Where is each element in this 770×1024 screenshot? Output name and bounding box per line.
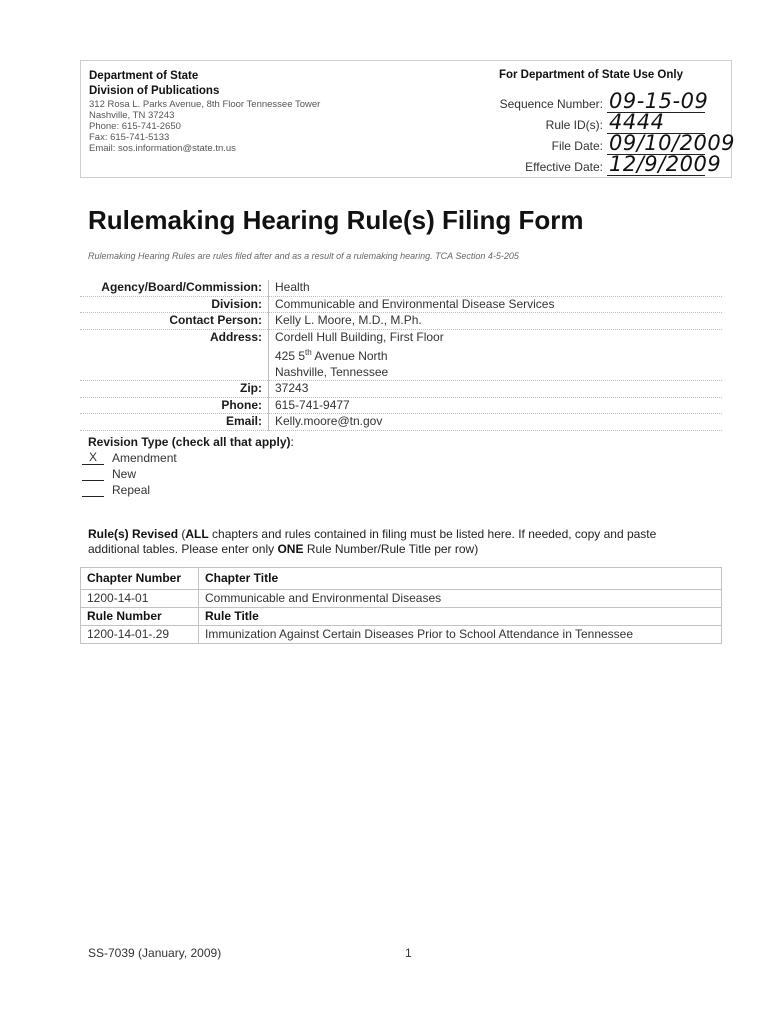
email-value: Kelly.moore@tn.gov	[269, 414, 723, 431]
file-date-label: File Date:	[551, 139, 603, 153]
contact-person-row	[80, 313, 722, 330]
address-row	[80, 329, 722, 381]
address-label: Address:	[80, 329, 269, 381]
header-box	[80, 60, 736, 178]
zip-row	[80, 381, 722, 398]
division-row	[80, 296, 722, 313]
page-number: 1	[405, 946, 412, 960]
chapter-title-header: Chapter Title	[199, 568, 722, 590]
chapter-row	[81, 590, 722, 608]
phone-row	[80, 397, 722, 414]
effective-date-label: Effective Date:	[525, 160, 603, 174]
rule-id-label: Rule ID(s):	[545, 118, 603, 132]
contact-person-label: Contact Person:	[80, 313, 269, 330]
address-line-2-street: Avenue North	[311, 349, 388, 363]
rules-revised-all: ALL	[185, 527, 209, 541]
rules-revised-heading: Rule(s) Revised	[88, 527, 179, 541]
sequence-number-row	[441, 89, 731, 115]
sequence-number-value: 09-15-09	[609, 89, 709, 113]
rule-number: 1200-14-01-.29	[81, 626, 199, 644]
rules-table	[80, 567, 722, 644]
amendment-label: Amendment	[112, 451, 177, 465]
effective-date-row	[441, 152, 731, 178]
phone-value: 615-741-9477	[269, 397, 723, 414]
revision-type-colon: :	[290, 435, 294, 449]
rule-header-row	[81, 608, 722, 626]
division-label: Division:	[80, 296, 269, 313]
state-use-title: For Department of State Use Only	[498, 69, 683, 81]
division-name: Division of Publications	[89, 85, 220, 97]
contact-table	[80, 280, 722, 431]
rule-id-value: 4444	[609, 110, 665, 134]
address-line-2-number: 425 5	[275, 349, 306, 363]
effective-date-value: 12/9/2009	[609, 152, 722, 176]
address-line-2	[275, 345, 722, 365]
revision-type-text: Revision Type (check all that apply)	[88, 435, 291, 449]
rule-title-header: Rule Title	[199, 608, 722, 626]
rules-revised-one: ONE	[277, 542, 304, 556]
division-value: Communicable and Environmental Disease Services	[269, 296, 723, 313]
department-address: 312 Rosa L. Parks Avenue, 8th Floor Tennessee Tower	[89, 99, 321, 110]
rule-number-header: Rule Number	[81, 608, 199, 626]
zip-value: 37243	[269, 381, 723, 398]
department-city: Nashville, TN 37243	[89, 110, 175, 121]
department-name: Department of State	[89, 70, 199, 82]
chapter-title: Communicable and Environmental Diseases	[199, 590, 722, 608]
email-row	[80, 414, 722, 431]
chapter-number: 1200-14-01	[81, 590, 199, 608]
rules-revised-text-2: chapters and rules contained in filing must be listed here. If needed, copy and paste additional tables. Please enter only	[88, 527, 657, 556]
page-subtitle: Rulemaking Hearing Rules are rules filed after and as a result of a rulemaking hearing. TCA Section 4-5-205	[88, 251, 519, 261]
phone-label: Phone:	[80, 397, 269, 414]
agency-value: Health	[269, 280, 723, 296]
effective-date-line	[607, 175, 705, 176]
new-label: New	[112, 467, 137, 481]
contact-person-value: Kelly L. Moore, M.D., M.Ph.	[269, 313, 723, 330]
rule-title: Immunization Against Certain Diseases Prior to School Attendance in Tennessee	[199, 626, 722, 644]
sequence-number-label: Sequence Number:	[499, 97, 603, 111]
address-line-1: Cordell Hull Building, First Floor	[275, 329, 444, 344]
department-block	[89, 69, 320, 154]
department-phone: Phone: 615-741-2650	[89, 121, 181, 132]
revision-type-title	[88, 435, 294, 449]
agency-label: Agency/Board/Commission:	[80, 280, 269, 296]
repeal-checkmark[interactable]	[82, 482, 104, 497]
chapter-header-row	[81, 568, 722, 590]
form-id: SS-7039 (January, 2009)	[88, 946, 222, 960]
address-line-2-suffix: th	[305, 348, 312, 357]
agency-row	[80, 280, 722, 296]
email-label: Email:	[80, 414, 269, 431]
rules-revised-title	[88, 527, 708, 557]
chapter-number-header: Chapter Number	[81, 568, 199, 590]
zip-label: Zip:	[80, 381, 269, 398]
rules-revised-text-1: (	[178, 527, 186, 541]
department-fax: Fax: 615-741-5133	[89, 132, 170, 143]
rule-row	[81, 626, 722, 644]
new-checkmark[interactable]	[82, 466, 104, 481]
amendment-checkmark[interactable]: X	[82, 450, 104, 465]
repeal-label: Repeal	[112, 483, 151, 497]
address-value	[269, 329, 723, 381]
department-email: Email: sos.information@state.tn.us	[89, 143, 236, 154]
rules-revised-text-3: Rule Number/Rule Title per row)	[303, 542, 479, 556]
address-line-3: Nashville, Tennessee	[275, 364, 389, 379]
page-title: Rulemaking Hearing Rule(s) Filing Form	[88, 205, 584, 235]
file-date-value: 09/10/2009	[609, 131, 736, 155]
